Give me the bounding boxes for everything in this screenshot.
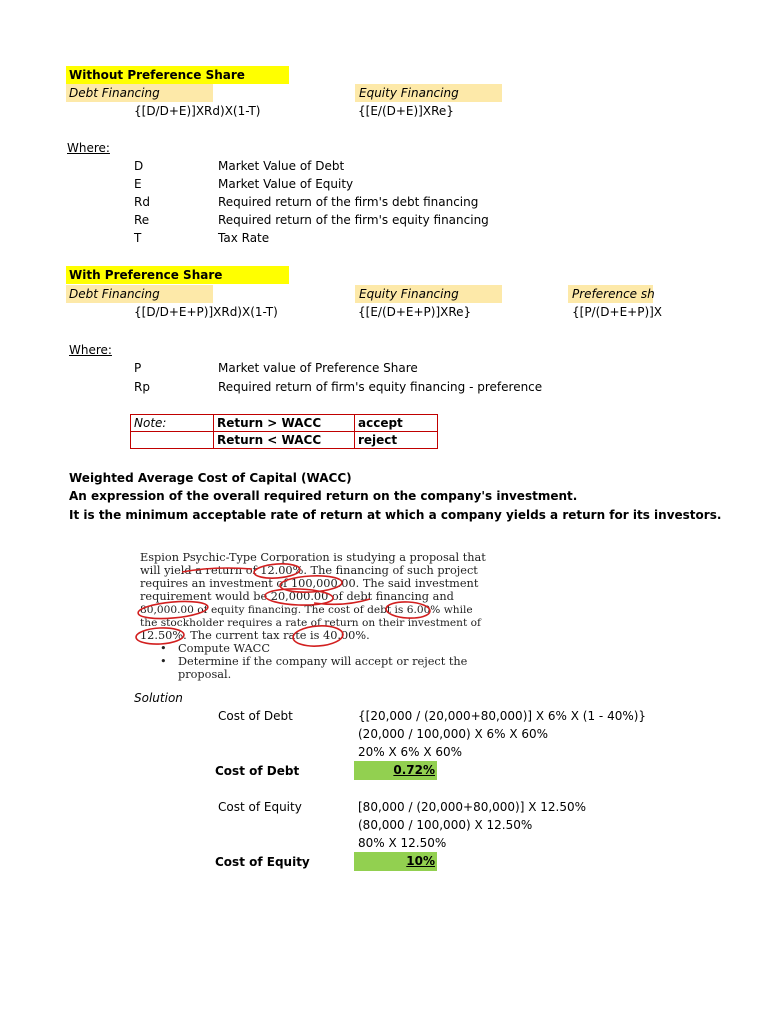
- problem-line: will yield a return of 12.00%. The financing of such project: [140, 564, 478, 577]
- problem-line: Espion Psychic-Type Corporation is studying a proposal that: [140, 551, 486, 564]
- note-action: accept: [355, 415, 438, 432]
- preference-formula: {[P/(D+E+P)]X: [572, 305, 663, 319]
- note-empty-cell: [131, 432, 214, 449]
- problem-line: 12.50%. The current tax rate is 40.00%.: [140, 629, 370, 642]
- note-row: [131, 432, 438, 449]
- debt-formula-2: {[D/D+E+P)]XRd)X(1-T): [134, 305, 278, 319]
- note-condition: Return < WACC: [214, 432, 355, 449]
- cost-of-equity-result-label: Cost of Equity: [215, 855, 310, 869]
- problem-line: requires an investment of 100,000.00. The said investment: [140, 577, 479, 590]
- problem-image: [134, 548, 486, 682]
- equity-financing-label-2: Equity Financing: [355, 285, 502, 303]
- cost-of-debt-label: Cost of Debt: [218, 709, 293, 723]
- equity-financing-label: Equity Financing: [355, 84, 502, 102]
- note-row: [131, 415, 438, 432]
- problem-line: 80,000.00 of equity financing. The cost of debt is 6.00% while: [140, 604, 473, 616]
- bullet-text: Compute WACC: [178, 642, 270, 655]
- symbol-d: D: [134, 159, 144, 173]
- debt-financing-label-2: Debt Financing: [66, 285, 213, 303]
- with-pref-heading: With Preference Share: [66, 266, 289, 284]
- equity-step-2: (80,000 / 100,000) X 12.50%: [358, 818, 533, 832]
- symbol-rd: Rd: [134, 195, 150, 209]
- definition-p: Market value of Preference Share: [218, 361, 418, 375]
- problem-line: the stockholder requires a rate of return on their investment of: [140, 617, 481, 629]
- note-table: [130, 414, 438, 449]
- where-label-2: Where:: [69, 343, 112, 357]
- debt-step-3: 20% X 6% X 60%: [358, 745, 463, 759]
- bullet-text: Determine if the company will accept or reject the: [178, 655, 468, 668]
- note-action: reject: [355, 432, 438, 449]
- definition-rd: Required return of the firm's debt financing: [218, 195, 479, 209]
- debt-financing-label: Debt Financing: [66, 84, 213, 102]
- bullet-determine-cont: proposal.: [178, 668, 232, 681]
- equity-formula: {[E/(D+E)]XRe}: [358, 104, 454, 118]
- definition-re: Required return of the firm's equity financing: [218, 213, 489, 227]
- definition-d: Market Value of Debt: [218, 159, 345, 173]
- without-pref-heading: Without Preference Share: [66, 66, 289, 84]
- equity-step-3: 80% X 12.50%: [358, 836, 447, 850]
- symbol-t: T: [134, 231, 142, 245]
- cost-of-equity-label: Cost of Equity: [218, 800, 302, 814]
- definition-rp: Required return of firm's equity financing - preference: [218, 380, 543, 394]
- debt-step-1: {[20,000 / (20,000+80,000)] X 6% X (1 - 40%)}: [358, 709, 647, 723]
- red-annotations: [134, 548, 486, 682]
- note-condition: Return > WACC: [214, 415, 355, 432]
- wacc-title: Weighted Average Cost of Capital (WACC): [69, 471, 352, 485]
- symbol-e: E: [134, 177, 142, 191]
- definition-e: Market Value of Equity: [218, 177, 354, 191]
- note-label: Note:: [131, 415, 214, 432]
- cost-of-equity-result: 10%: [354, 852, 437, 871]
- wacc-description: It is the minimum acceptable rate of return at which a company yields a return for its investors.: [69, 508, 722, 522]
- solution-label: Solution: [134, 691, 183, 705]
- symbol-re: Re: [134, 213, 150, 227]
- equity-step-1: [80,000 / (20,000+80,000)] X 12.50%: [358, 800, 587, 814]
- symbol-rp: Rp: [134, 380, 150, 394]
- problem-line: requirement would be 20,000.00 of debt financing and: [140, 590, 454, 603]
- debt-formula: {[D/D+E)]XRd)X(1-T): [134, 104, 261, 118]
- equity-formula-2: {[E/(D+E+P)]XRe}: [358, 305, 472, 319]
- bullet-determine: • Determine if the company will accept or reject the: [160, 655, 468, 668]
- bullet-compute-wacc: • Compute WACC: [160, 642, 270, 655]
- wacc-definition: An expression of the overall required return on the company's investment.: [69, 489, 578, 503]
- debt-step-2: (20,000 / 100,000) X 6% X 60%: [358, 727, 549, 741]
- definition-t: Tax Rate: [218, 231, 270, 245]
- preference-financing-label: Preference sh: [568, 285, 653, 303]
- symbol-p: P: [134, 361, 142, 375]
- cost-of-debt-result-label: Cost of Debt: [215, 764, 300, 778]
- cost-of-debt-result: 0.72%: [354, 761, 437, 780]
- where-label: Where:: [67, 141, 110, 155]
